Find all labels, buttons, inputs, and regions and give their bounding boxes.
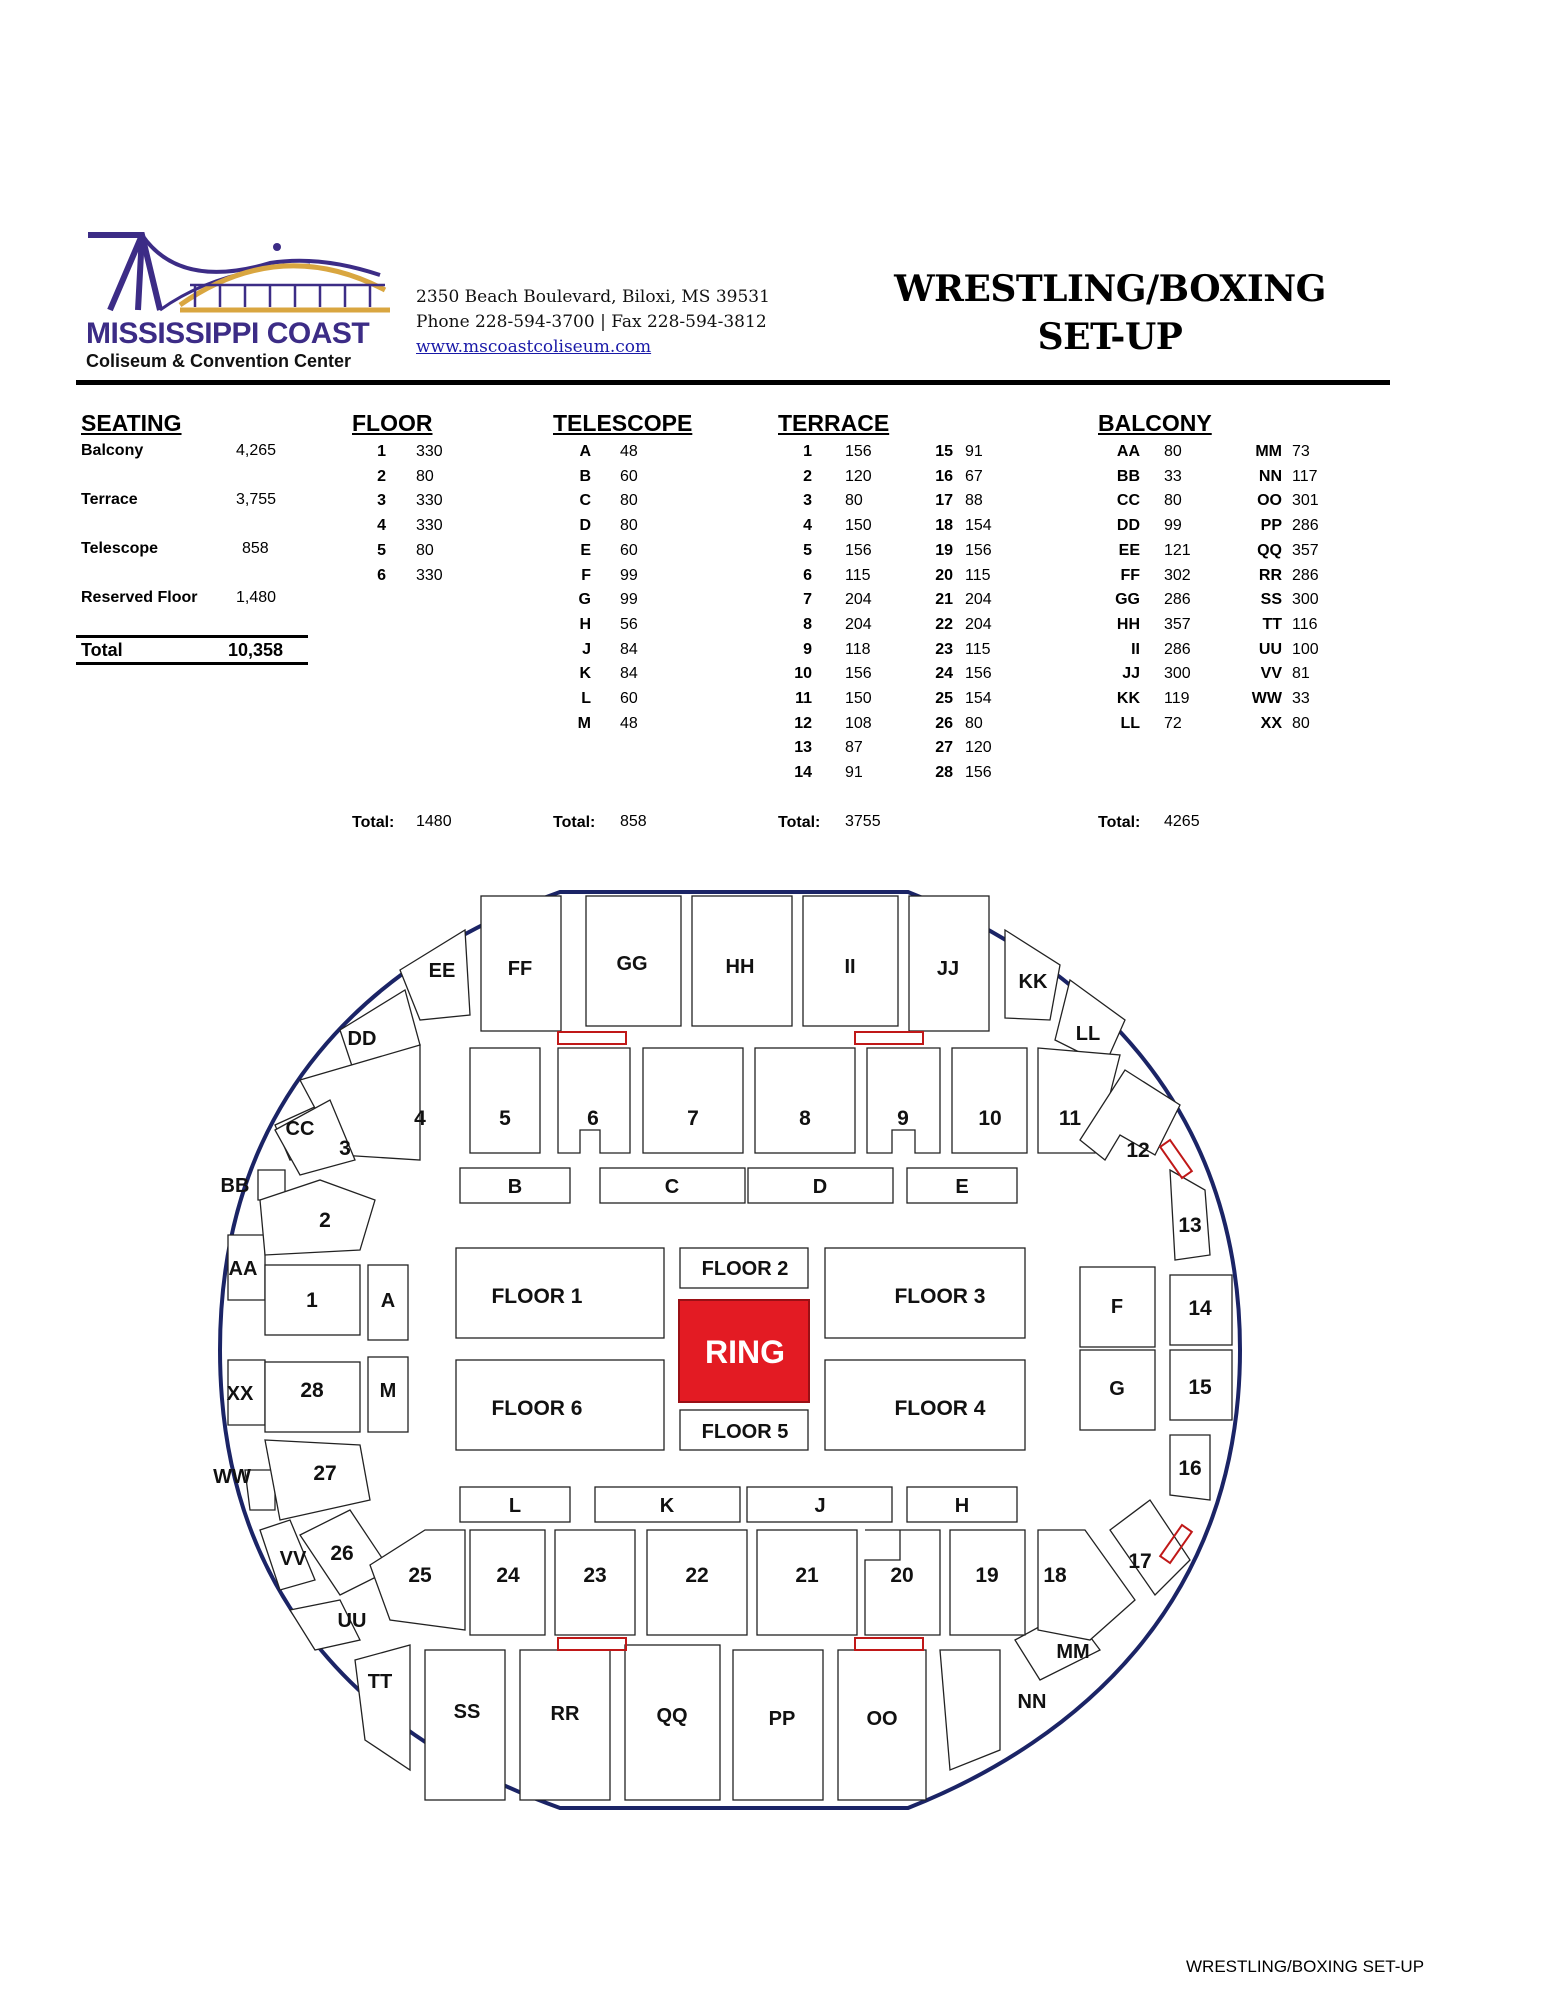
section-capacity: 72 [1164, 714, 1182, 732]
map-label: K [659, 1495, 675, 1517]
map-label: 26 [330, 1542, 354, 1565]
balcony-heading: BALCONY [1098, 410, 1212, 436]
map-label: DD [347, 1028, 377, 1050]
map-label: 5 [499, 1107, 511, 1130]
section-code: 5 [377, 541, 386, 559]
section-capacity: 80 [1292, 714, 1310, 732]
phone-fax: Phone 228-594-3700 | Fax 228-594-3812 [416, 312, 767, 332]
section-capacity: 80 [1164, 443, 1182, 460]
section-capacity: 154 [965, 690, 992, 707]
website-link[interactable]: www.mscoastcoliseum.com [416, 337, 652, 357]
map-label: CC [285, 1118, 315, 1140]
coliseum-logo-icon [80, 195, 400, 325]
section-code: NN [1258, 467, 1282, 485]
map-label: 19 [975, 1564, 999, 1587]
section-capacity: 302 [1164, 566, 1191, 584]
section-code: 18 [935, 517, 953, 535]
section-capacity: 100 [1292, 640, 1319, 658]
section-capacity: 91 [845, 764, 863, 782]
map-label: RR [550, 1703, 580, 1725]
map-label: 2 [319, 1209, 331, 1232]
section-code: 24 [935, 665, 953, 683]
section-code: 5 [803, 541, 812, 559]
map-label: 23 [583, 1564, 607, 1587]
section-capacity: 33 [1292, 690, 1310, 707]
map-label: II [844, 956, 856, 978]
balcony-total-label: Total: [1098, 814, 1141, 831]
section-capacity: 73 [1292, 443, 1310, 460]
section-code: 3 [803, 492, 812, 510]
map-label: XX [226, 1383, 254, 1405]
section-capacity: 99 [620, 566, 638, 584]
map-label: 20 [890, 1564, 914, 1587]
section-capacity: 286 [1292, 517, 1319, 535]
section-code: L [581, 690, 591, 707]
section-capacity: 116 [1292, 615, 1318, 633]
map-label: J [814, 1495, 826, 1517]
section-capacity: 119 [1164, 690, 1190, 707]
section-code: J [582, 640, 591, 658]
map-label: 17 [1128, 1550, 1152, 1573]
section-code: 19 [935, 541, 953, 559]
section-capacity: 99 [1164, 517, 1182, 535]
address: 2350 Beach Boulevard, Biloxi, MS 39531 [416, 287, 770, 307]
section-capacity: 118 [845, 640, 871, 658]
terrace-section-8[interactable] [755, 1048, 855, 1153]
map-label: 16 [1178, 1457, 1202, 1480]
map-label: 11 [1058, 1107, 1082, 1130]
section-capacity: 204 [845, 591, 872, 609]
terrace-total-value: 3755 [845, 813, 881, 830]
map-label: HH [725, 956, 755, 978]
section-code: 4 [377, 517, 386, 535]
map-label: LL [1075, 1023, 1101, 1045]
terrace-section-7[interactable] [643, 1048, 743, 1153]
section-code: G [578, 591, 591, 609]
section-capacity: 156 [845, 665, 872, 683]
map-label: 7 [687, 1107, 699, 1130]
section-code: QQ [1257, 541, 1282, 559]
balcony-section-nn[interactable] [940, 1650, 1000, 1770]
section-capacity: 56 [620, 615, 638, 633]
terrace-section-5[interactable] [470, 1048, 540, 1153]
section-code: 6 [803, 566, 812, 584]
section-code: 8 [803, 615, 812, 633]
seating-label: Balcony [81, 442, 144, 459]
section-capacity: 121 [1164, 541, 1191, 559]
section-code: 13 [794, 739, 812, 757]
section-code: 21 [935, 591, 953, 609]
section-capacity: 84 [620, 665, 638, 683]
map-label: B [507, 1176, 523, 1198]
logo [80, 195, 400, 380]
floor-heading: FLOOR [352, 410, 433, 436]
section-capacity: 115 [965, 566, 991, 584]
map-label: JJ [936, 958, 960, 980]
page-title [880, 265, 1340, 361]
balcony-section-tt[interactable] [355, 1645, 410, 1770]
section-capacity: 156 [965, 764, 992, 782]
section-code: VV [1260, 665, 1282, 683]
section-capacity: 301 [1292, 492, 1319, 510]
section-capacity: 81 [1292, 665, 1310, 683]
seating-total-value: 10,358 [228, 640, 284, 660]
map-label: FLOOR 1 [491, 1285, 583, 1308]
section-code: A [579, 443, 591, 460]
section-capacity: 80 [965, 714, 983, 732]
map-label: 6 [587, 1107, 599, 1130]
map-label: 8 [799, 1107, 811, 1130]
section-code: 2 [377, 467, 386, 485]
section-capacity: 330 [416, 517, 443, 535]
section-capacity: 99 [620, 591, 638, 609]
telescope-total-value: 858 [620, 813, 647, 830]
section-capacity: 80 [416, 541, 434, 559]
seating-label: Reserved Floor [81, 589, 198, 606]
section-capacity: 150 [845, 690, 872, 707]
section-code: MM [1255, 443, 1282, 460]
section-code: 6 [377, 566, 386, 584]
map-label: FLOOR 4 [894, 1397, 986, 1420]
map-label: VV [279, 1548, 307, 1570]
section-code: 26 [935, 714, 953, 732]
map-label: FLOOR 5 [701, 1421, 789, 1443]
section-capacity: 120 [965, 739, 992, 757]
map-label: F [1110, 1296, 1124, 1318]
section-code: WW [1251, 690, 1282, 707]
section-code: 22 [935, 615, 953, 633]
terrace-heading: TERRACE [778, 410, 890, 436]
section-code: 25 [935, 690, 953, 707]
section-capacity: 87 [845, 739, 863, 757]
map-label: 13 [1178, 1214, 1202, 1237]
footer-label: WRESTLING/BOXING SET-UP [1186, 1957, 1425, 1976]
map-label: NN [1017, 1691, 1047, 1713]
section-capacity: 80 [845, 492, 863, 510]
section-capacity: 156 [965, 665, 992, 683]
map-label: M [379, 1380, 397, 1402]
map-label: FLOOR 2 [701, 1258, 789, 1280]
map-label: SS [453, 1701, 481, 1723]
section-capacity: 115 [845, 566, 871, 584]
section-capacity: 330 [416, 566, 443, 584]
map-label: 15 [1188, 1376, 1212, 1399]
section-code: 1 [803, 443, 812, 460]
balcony-section-ss[interactable] [425, 1650, 505, 1800]
section-capacity: 84 [620, 640, 638, 658]
section-code: C [579, 492, 591, 510]
section-capacity: 80 [620, 492, 638, 510]
section-capacity: 156 [845, 443, 872, 460]
section-code: 28 [935, 764, 953, 782]
section-capacity: 150 [845, 517, 872, 535]
section-code: 9 [803, 640, 812, 658]
map-label: A [380, 1290, 396, 1312]
map-label: KK [1018, 971, 1048, 993]
map-label: AA [228, 1258, 258, 1280]
section-code: AA [1116, 443, 1140, 460]
map-label: FLOOR 6 [491, 1397, 583, 1420]
section-code: 3 [377, 492, 386, 510]
map-label: 25 [408, 1564, 432, 1587]
section-code: 4 [803, 517, 812, 535]
section-capacity: 156 [845, 541, 872, 559]
section-capacity: 154 [965, 517, 992, 535]
section-capacity: 117 [1292, 467, 1318, 485]
section-capacity: 80 [1164, 492, 1182, 510]
header-divider [76, 380, 1390, 385]
total-rule-top [76, 635, 308, 638]
section-code: GG [1115, 591, 1140, 609]
map-label: GG [616, 953, 648, 975]
section-code: 11 [795, 690, 812, 707]
section-code: 2 [803, 467, 812, 485]
section-capacity: 115 [965, 640, 991, 658]
section-capacity: 60 [620, 690, 638, 707]
section-capacity: 156 [965, 541, 992, 559]
floor-total-value: 1480 [416, 813, 452, 830]
section-capacity: 67 [965, 467, 983, 485]
section-code: OO [1257, 492, 1282, 510]
section-capacity: 204 [965, 591, 992, 609]
section-capacity: 33 [1164, 467, 1182, 485]
section-code: SS [1260, 591, 1282, 609]
telescope-heading: TELESCOPE [553, 410, 693, 436]
section-code: PP [1260, 517, 1282, 535]
floor-total-label: Total: [352, 814, 395, 831]
map-label: PP [768, 1708, 796, 1730]
map-label: 1 [306, 1289, 318, 1312]
section-code: II [1131, 640, 1140, 658]
section-code: KK [1116, 690, 1140, 707]
section-code: BB [1116, 467, 1140, 485]
section-code: E [580, 541, 591, 559]
section-capacity: 330 [416, 492, 443, 510]
seating-value: 3,755 [236, 491, 277, 508]
section-capacity: 80 [416, 467, 434, 485]
section-code: M [577, 714, 591, 732]
section-code: 12 [794, 714, 812, 732]
section-code: JJ [1122, 665, 1140, 683]
seating-label: Telescope [81, 540, 159, 557]
map-label: 28 [300, 1379, 324, 1402]
map-label: C [664, 1176, 680, 1198]
section-code: HH [1116, 615, 1140, 633]
section-capacity: 80 [620, 517, 638, 535]
section-code: CC [1116, 492, 1140, 510]
section-capacity: 204 [965, 615, 992, 633]
map-label: RING [705, 1334, 785, 1370]
section-capacity: 48 [620, 443, 638, 460]
map-label: FF [507, 958, 533, 980]
seating-value: 858 [242, 540, 269, 557]
seating-total-label: Total [81, 640, 123, 660]
map-label: G [1109, 1378, 1125, 1400]
section-capacity: 108 [845, 714, 872, 732]
telescope-total-label: Total: [553, 814, 596, 831]
section-code: K [579, 665, 591, 683]
seating-heading: SEATING [81, 410, 182, 436]
section-code: XX [1260, 714, 1282, 732]
section-code: 17 [935, 492, 953, 510]
map-label: 9 [897, 1107, 909, 1130]
map-label: WW [213, 1466, 251, 1488]
map-label: E [955, 1176, 969, 1198]
section-code: 16 [935, 467, 953, 485]
section-capacity: 300 [1164, 665, 1191, 683]
map-label: 14 [1188, 1297, 1212, 1320]
section-code: UU [1258, 640, 1282, 658]
section-capacity: 286 [1164, 640, 1191, 658]
section-capacity: 357 [1292, 541, 1319, 559]
section-code: 14 [794, 764, 812, 782]
section-code: 23 [935, 640, 953, 658]
map-label: 12 [1126, 1139, 1150, 1162]
section-capacity: 357 [1164, 615, 1191, 633]
seating-map [180, 870, 1280, 1830]
section-code: B [579, 467, 591, 485]
map-label: 21 [795, 1564, 819, 1587]
section-code: 27 [935, 739, 953, 757]
map-label: QQ [656, 1705, 688, 1727]
logo-subtitle: Coliseum & Convention Center [86, 351, 352, 371]
title-line-2: SET-UP [1037, 316, 1183, 358]
map-label: MM [1056, 1641, 1090, 1663]
section-code: EE [1118, 541, 1140, 559]
section-capacity: 88 [965, 492, 983, 510]
section-code: 15 [935, 443, 953, 460]
section-capacity: 286 [1292, 566, 1319, 584]
section-capacity: 120 [845, 467, 872, 485]
section-code: TT [1262, 615, 1282, 633]
section-code: 7 [803, 591, 812, 609]
section-capacity: 204 [845, 615, 872, 633]
section-capacity: 91 [965, 443, 983, 460]
section-capacity: 286 [1164, 591, 1191, 609]
section-code: RR [1258, 566, 1282, 584]
map-label: D [812, 1176, 828, 1198]
section-capacity: 330 [416, 443, 443, 460]
total-rule-bottom [76, 662, 308, 665]
section-capacity: 60 [620, 467, 638, 485]
section-code: LL [1120, 714, 1140, 732]
map-label: L [508, 1495, 522, 1517]
map-label: 22 [685, 1564, 709, 1587]
section-capacity: 48 [620, 714, 638, 732]
section-code: F [581, 566, 591, 584]
section-code: 10 [794, 665, 812, 683]
map-label: 24 [496, 1564, 520, 1587]
map-label: EE [428, 960, 456, 982]
balcony-total-value: 4265 [1164, 813, 1200, 830]
seating-value: 4,265 [236, 442, 277, 459]
terrace-total-label: Total: [778, 814, 821, 831]
map-label: OO [866, 1708, 898, 1730]
map-label: FLOOR 3 [894, 1285, 986, 1308]
map-label: TT [367, 1671, 393, 1693]
section-code: DD [1116, 517, 1140, 535]
map-label: UU [337, 1610, 367, 1632]
seating-label: Terrace [81, 491, 138, 508]
map-label: 4 [414, 1107, 426, 1130]
logo-name: MISSISSIPPI COAST [86, 317, 370, 350]
map-label: 27 [313, 1462, 337, 1485]
section-code: FF [1120, 566, 1140, 584]
section-code: 20 [935, 566, 953, 584]
section-code: H [579, 615, 591, 633]
section-code: 1 [377, 443, 386, 460]
map-label: H [954, 1495, 970, 1517]
title-line-1: WRESTLING/BOXING [894, 268, 1326, 310]
terrace-section-10[interactable] [952, 1048, 1027, 1153]
map-label: 3 [339, 1137, 351, 1160]
map-label: 18 [1043, 1564, 1067, 1587]
contact-block [416, 285, 770, 360]
map-label: BB [220, 1175, 250, 1197]
section-code: D [579, 517, 591, 535]
section-capacity: 300 [1292, 591, 1319, 609]
section-capacity: 60 [620, 541, 638, 559]
balcony-section-rr[interactable] [520, 1650, 610, 1800]
map-label: 10 [978, 1107, 1002, 1130]
seating-value: 1,480 [236, 589, 277, 606]
